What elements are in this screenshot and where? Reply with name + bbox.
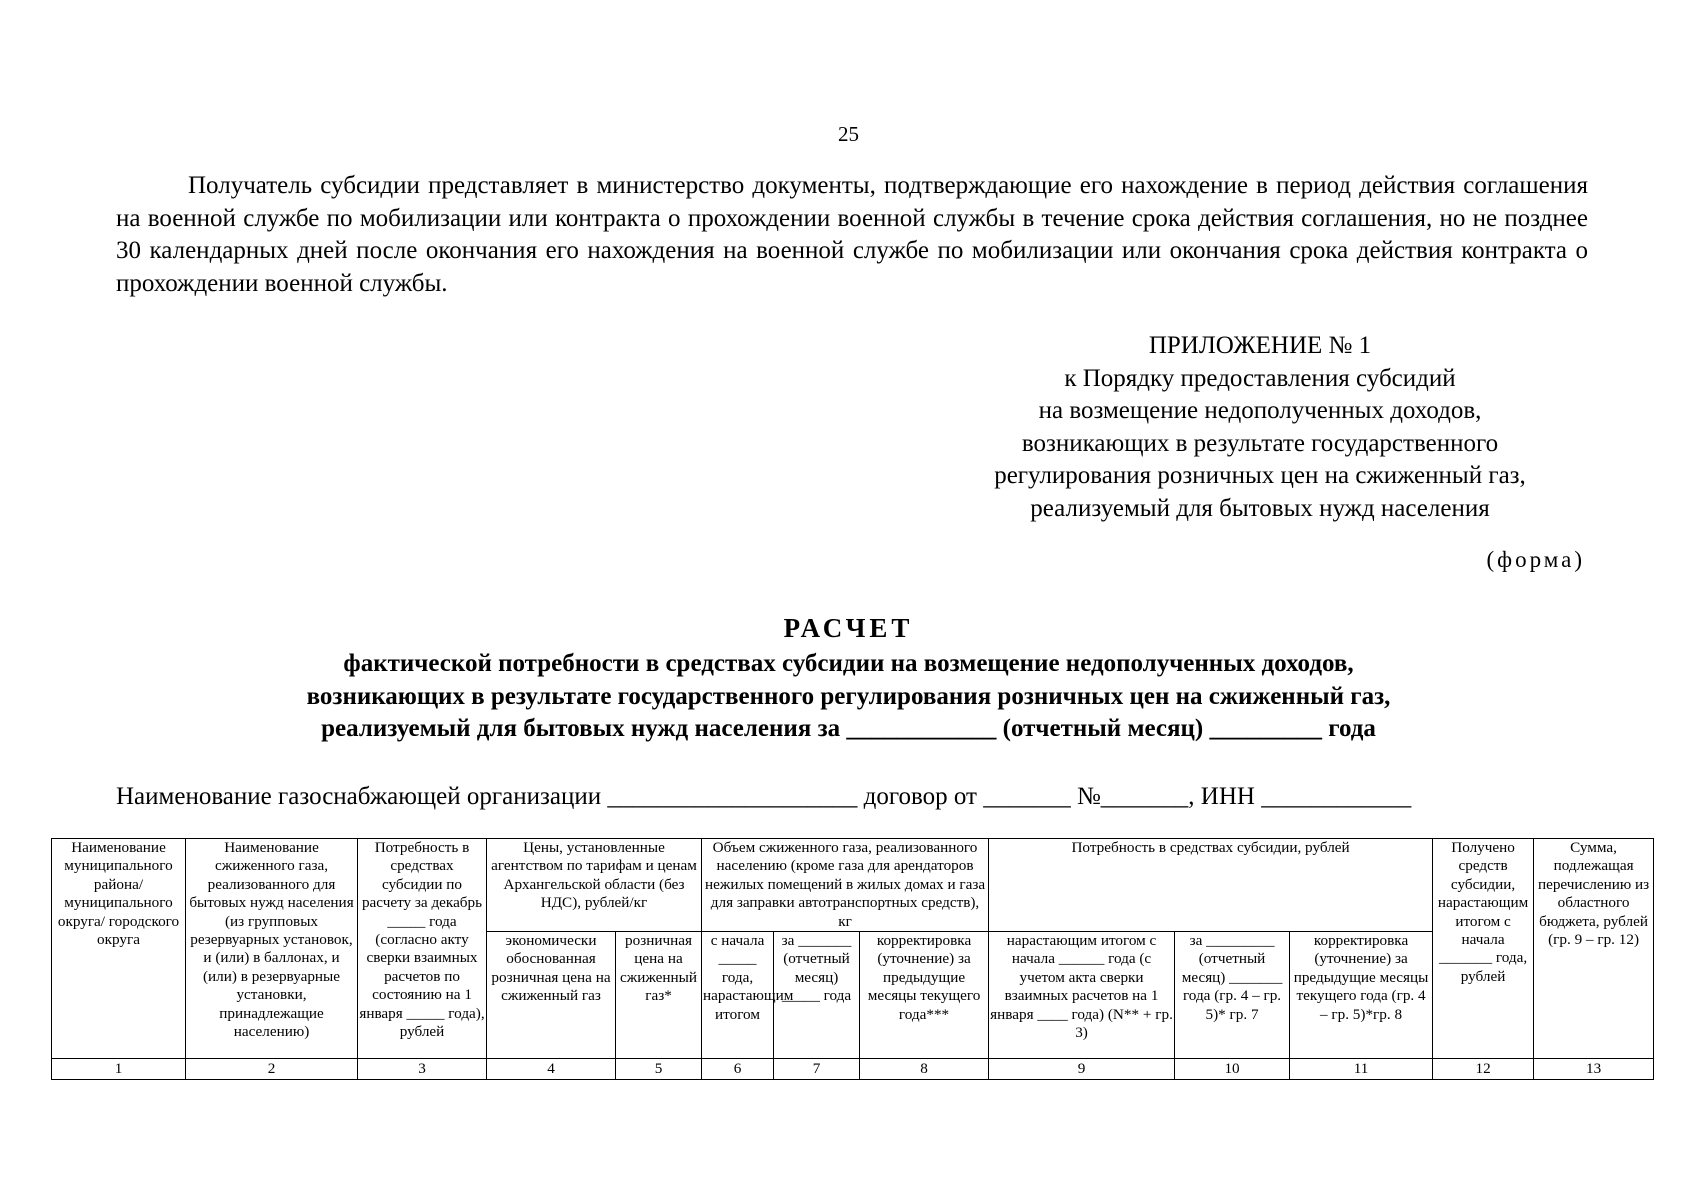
header-col9-need-cumulative: нарастающим итогом с начала ______ года (с учетом акта сверки взаимных расчетов на 1 января ____ года) (N** + гр. 3) [989,932,1175,1059]
calculation-table [51,838,1654,1080]
appendix-block [960,330,1560,525]
header-col4-economic-price: экономически обоснованная розничная цена на сжиженный газ [487,932,616,1059]
column-number: 1 [52,1059,186,1080]
column-number: 2 [186,1059,358,1080]
header-group-prices: Цены, установленные агентством по тарифам и ценам Архангельской области (без НДС), рублей/кг [487,839,702,932]
header-col7-volume-month: за _______ (отчетный месяц) _____ года [774,932,860,1059]
appendix-line: реализуемый для бытовых нужд населения [1030,494,1490,522]
form-label: (форма) [1486,547,1585,572]
column-number: 11 [1290,1059,1433,1080]
header-col6-volume-cumulative: с начала _____ года, нарастающим итогом [702,932,774,1059]
header-col8-volume-correction: корректировка (уточнение) за предыдущие месяцы текущего года*** [860,932,989,1059]
document-subtitle [150,648,1547,746]
header-col11-need-correction: корректировка (уточнение) за предыдущие месяцы текущего года (гр. 4 – гр. 5)*гр. 8 [1290,932,1433,1059]
column-number: 10 [1175,1059,1290,1080]
header-col2-gas-name: Наименование сжиженного газа, реализованного для бытовых нужд населения (из групповых резервуарных установок, и (или) в баллонах, и (или) в резервуарные установки, принадлежащие населению) [186,839,358,1059]
header-col3-december-need: Потребность в средствах субсидии по расчету за декабрь _____ года (согласно акту сверки взаимных расчетов по состоянию на 1 января _____ года), рублей [358,839,487,1059]
subtitle-line: возникающих в результате государственного регулирования розничных цен на сжиженный газ, [306,682,1391,710]
header-col5-retail-price: розничная цена на сжиженный газ* [616,932,702,1059]
appendix-line: регулирования розничных цен на сжиженный газ, [994,462,1526,489]
column-number: 6 [702,1059,774,1080]
header-group-need: Потребность в средствах субсидии, рублей [989,839,1433,932]
column-number: 3 [358,1059,487,1080]
column-number: 4 [487,1059,616,1080]
subtitle-line: реализуемый для бытовых нужд населения за ____________ (отчетный месяц) _________ года [321,715,1376,742]
header-col10-need-month: за _________ (отчетный месяц) _______ года (гр. 4 – гр. 5)* гр. 7 [1175,932,1290,1059]
column-number: 7 [774,1059,860,1080]
body-paragraph: Получатель субсидии представляет в министерство документы, подтверждающие его нахождение в период действия соглашения на военной службе по мобилизации или контракта о прохождении военной службы в течение срока действия соглашения, но не позднее 30 календарных дней после окончания его нахождения на военной службе по мобилизации или окончания срока действия контракта о прохождении военной службы. [116,172,1588,297]
appendix-line: возникающих в результате государственного [1021,429,1499,457]
header-col13-transfer-sum: Сумма, подлежащая перечислению из областного бюджета, рублей (гр. 9 – гр. 12) [1534,839,1654,1059]
appendix-line: на возмещение недополученных доходов, [1038,397,1482,424]
column-number: 9 [989,1059,1175,1080]
appendix-line: к Порядку предоставления субсидий [1064,364,1456,392]
document-title: РАСЧЕТ [783,613,914,643]
column-number: 12 [1433,1059,1534,1080]
column-number-row [52,1059,1654,1080]
header-group-volume: Объем сжиженного газа, реализованного населению (кроме газа для арендаторов нежилых помещений в жилых домах и газа для заправки автотранспортных средств), кг [702,839,989,932]
column-number: 8 [860,1059,989,1080]
organization-line: Наименование газоснабжающей организации ____________________ договор от _______ №_______, ИНН ____________ [116,783,1412,810]
subtitle-line: фактической потребности в средствах субсидии на возмещение недополученных доходов, [343,650,1354,677]
appendix-line: ПРИЛОЖЕНИЕ № 1 [1148,332,1372,359]
column-number: 13 [1534,1059,1654,1080]
page-number: 25 [838,122,859,146]
header-col12-received: Получено средств субсидии, нарастающим итогом с начала _______ года, рублей [1433,839,1534,1059]
header-col1-district: Наименование муниципального района/ муниципального округа/ городского округа [52,839,186,1059]
column-number: 5 [616,1059,702,1080]
